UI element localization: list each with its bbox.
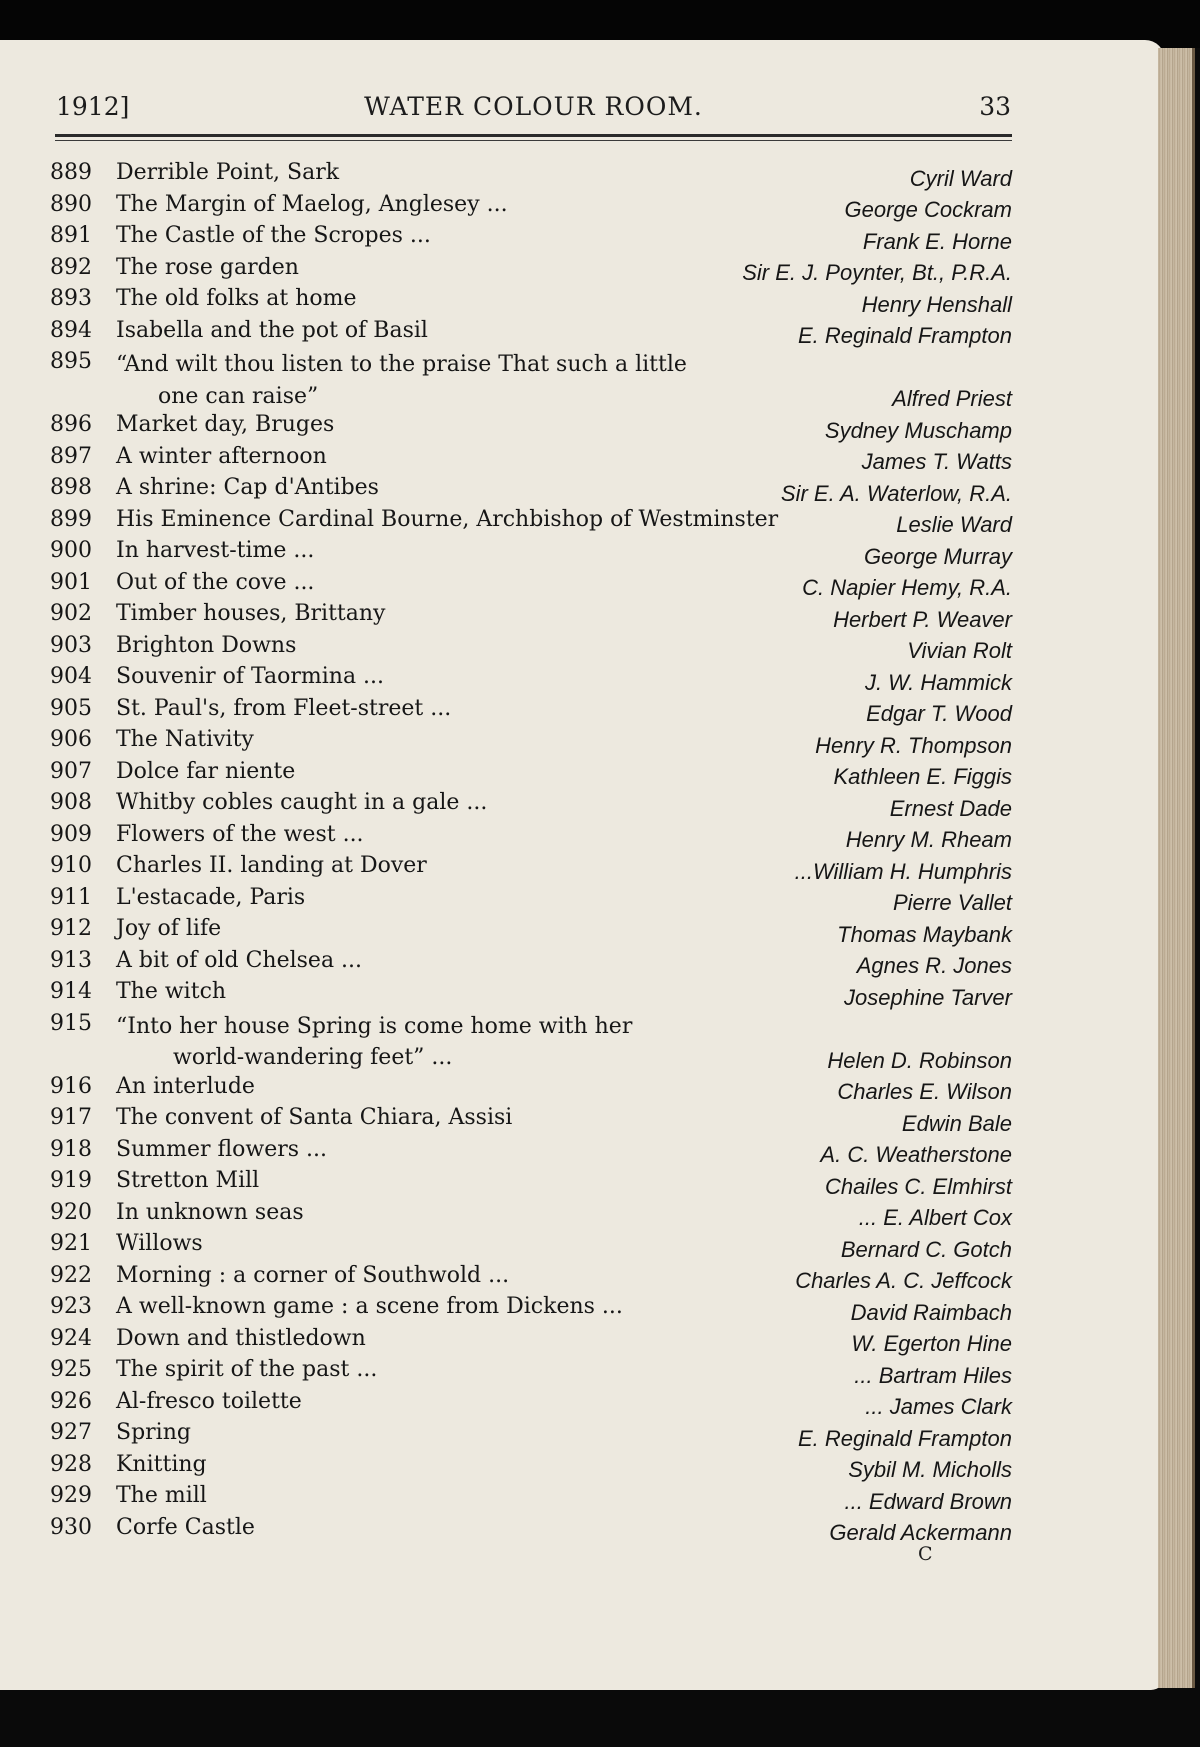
entry-title: Timber houses, Brittany (116, 601, 386, 626)
entry-artist: A. C. Weatherstone (814, 1142, 1012, 1168)
entry-artist: George Cockram (838, 197, 1012, 223)
entry-number: 929 (50, 1483, 92, 1508)
entry-title (116, 1011, 816, 1074)
entry-number: 922 (50, 1262, 92, 1288)
entry-artist: Vivian Rolt (901, 638, 1012, 664)
entry-title (116, 349, 816, 412)
entry-title: Morning : a corner of Southwold ... (116, 1262, 510, 1288)
entry-artist: J. W. Hammick (859, 670, 1012, 696)
catalogue-entry (50, 853, 1012, 885)
header-rule-thin (55, 140, 1012, 141)
entry-artist: James T. Watts (856, 449, 1012, 475)
entry-artist: Alfred Priest (886, 386, 1012, 412)
catalogue-entry (50, 318, 1012, 350)
catalogue-entry (50, 223, 1012, 255)
catalogue-entry (50, 1168, 1012, 1200)
running-head-year: 1912] (56, 92, 130, 121)
catalogue-entry (50, 790, 1012, 822)
entry-artist: Gerald Ackermann (823, 1520, 1012, 1546)
entry-artist: Charles E. Wilson (831, 1079, 1012, 1105)
entry-title: Al-fresco toilette (116, 1388, 302, 1414)
catalogue-entry (50, 444, 1012, 476)
entry-artist: Frank E. Horne (857, 229, 1012, 255)
catalogue-entry (50, 633, 1012, 665)
entry-title: Charles II. landing at Dover (116, 853, 427, 878)
catalogue-entry (50, 1011, 1012, 1074)
entry-title: Out of the cove ... (116, 569, 315, 595)
entry-artist: Sydney Muschamp (819, 418, 1012, 444)
entry-artist: Henry Henshall (856, 292, 1012, 318)
catalogue-entry (50, 507, 1012, 539)
entry-artist: Sir E. J. Poynter, Bt., P.R.A. (736, 260, 1012, 286)
entry-title: Derrible Point, Sark (116, 160, 340, 185)
entry-artist: Charles A. C. Jeffcock (789, 1268, 1012, 1294)
catalogue-entry (50, 412, 1012, 444)
entry-number: 895 (50, 349, 92, 374)
entry-number: 894 (50, 317, 92, 343)
page-edges (1158, 48, 1195, 1688)
entry-title: Corfe Castle (116, 1514, 255, 1540)
entry-number: 919 (50, 1168, 92, 1193)
entry-title: Joy of life (116, 916, 222, 941)
entry-number: 901 (50, 569, 92, 595)
entry-artist: Kathleen E. Figgis (827, 764, 1012, 790)
catalogue-list (50, 160, 1012, 1546)
entry-number: 920 (50, 1199, 92, 1225)
entry-title: The old folks at home (116, 286, 357, 311)
entry-artist: Pierre Vallet (887, 890, 1012, 916)
entry-title: St. Paul's, from Fleet-street ... (116, 695, 452, 721)
entry-artist: Agnes R. Jones (851, 953, 1012, 979)
entry-artist: ... Bartram Hiles (848, 1363, 1012, 1389)
entry-artist: Leslie Ward (890, 512, 1012, 538)
entry-artist: David Raimbach (845, 1300, 1012, 1326)
catalogue-entry (50, 349, 1012, 412)
entry-title: The witch (116, 979, 227, 1004)
entry-title: Brighton Downs (116, 632, 297, 658)
entry-title: Willows (116, 1231, 203, 1256)
entry-number: 917 (50, 1105, 92, 1130)
entry-artist: Sybil M. Micholls (842, 1457, 1012, 1483)
entry-title: The Castle of the Scropes ... (116, 223, 431, 248)
signature-mark: C (918, 1543, 933, 1565)
catalogue-entry (50, 885, 1012, 917)
entry-artist: ... Edward Brown (838, 1489, 1012, 1515)
entry-title: In harvest-time ... (116, 538, 315, 563)
entry-number: 924 (50, 1325, 92, 1351)
catalogue-entry (50, 1452, 1012, 1484)
catalogue-entry (50, 1294, 1012, 1326)
entry-title: In unknown seas (116, 1199, 304, 1225)
entry-number: 921 (50, 1231, 92, 1256)
entry-title: Dolce far niente (116, 758, 296, 784)
entry-number: 918 (50, 1136, 92, 1162)
entry-artist: Herbert P. Weaver (827, 607, 1012, 633)
entry-artist: ...William H. Humphris (789, 859, 1012, 885)
entry-number: 889 (50, 160, 92, 185)
section-title: WATER COLOUR ROOM. (364, 92, 703, 121)
entry-number: 909 (50, 821, 92, 847)
entry-title: Whitby cobles caught in a gale ... (116, 790, 488, 815)
entry-number: 890 (50, 191, 92, 217)
entry-title: The Margin of Maelog, Anglesey ... (116, 191, 508, 217)
entry-title-line: “And wilt thou listen to the praise That such a little (116, 352, 687, 377)
entry-number: 892 (50, 254, 92, 280)
entry-title: A winter afternoon (116, 443, 327, 469)
catalogue-entry (50, 1200, 1012, 1232)
catalogue-entry (50, 1326, 1012, 1358)
catalogue-entry (50, 822, 1012, 854)
entry-number: 907 (50, 758, 92, 784)
entry-number: 910 (50, 853, 92, 878)
entry-number: 908 (50, 790, 92, 815)
entry-number: 926 (50, 1388, 92, 1414)
catalogue-entry (50, 759, 1012, 791)
entry-number: 928 (50, 1451, 92, 1477)
entry-artist: W. Egerton Hine (845, 1331, 1012, 1357)
entry-title: Summer flowers ... (116, 1136, 328, 1162)
catalogue-entry (50, 664, 1012, 696)
catalogue-entry (50, 979, 1012, 1011)
entry-artist: Josephine Tarver (838, 985, 1012, 1011)
entry-title-continuation: world-wandering feet” ... (173, 1045, 453, 1070)
entry-number: 891 (50, 223, 92, 248)
entry-title: Market day, Bruges (116, 412, 335, 437)
entry-number: 896 (50, 412, 92, 437)
entry-title: Stretton Mill (116, 1168, 260, 1193)
entry-number: 898 (50, 475, 92, 500)
entry-number: 900 (50, 538, 92, 563)
catalogue-entry (50, 475, 1012, 507)
book-bottom-shadow (0, 1690, 1200, 1747)
entry-title-continuation: one can raise” (158, 383, 319, 409)
entry-number: 899 (50, 506, 92, 532)
entry-title: The Nativity (116, 727, 254, 752)
entry-artist: C. Napier Hemy, R.A. (796, 575, 1012, 601)
catalogue-entry (50, 1357, 1012, 1389)
entry-artist: Chailes C. Elmhirst (819, 1174, 1012, 1200)
entry-number: 914 (50, 979, 92, 1004)
catalogue-entry (50, 1389, 1012, 1421)
entry-artist: George Murray (858, 544, 1012, 570)
entry-artist: Helen D. Robinson (821, 1048, 1012, 1074)
entry-title: A shrine: Cap d'Antibes (116, 475, 379, 500)
entry-title: An interlude (116, 1073, 255, 1099)
catalogue-entry (50, 1263, 1012, 1295)
entry-number: 916 (50, 1073, 92, 1099)
catalogue-entry (50, 1105, 1012, 1137)
entry-artist: Thomas Maybank (831, 922, 1012, 948)
entry-artist: E. Reginald Frampton (792, 323, 1012, 349)
entry-artist: Edwin Bale (896, 1111, 1012, 1137)
entry-number: 930 (50, 1514, 92, 1540)
catalogue-entry (50, 1515, 1012, 1547)
entry-title: The rose garden (116, 254, 299, 280)
entry-number: 913 (50, 947, 92, 973)
catalogue-entry (50, 916, 1012, 948)
entry-artist: Cyril Ward (904, 166, 1012, 192)
entry-number: 897 (50, 443, 92, 469)
entry-title: Knitting (116, 1451, 207, 1477)
catalogue-entry (50, 1231, 1012, 1263)
entry-artist: Sir E. A. Waterlow, R.A. (775, 481, 1012, 507)
entry-number: 911 (50, 884, 92, 910)
entry-title: Down and thistledown (116, 1325, 366, 1351)
catalogue-entry (50, 286, 1012, 318)
entry-number: 893 (50, 286, 92, 311)
entry-number: 925 (50, 1357, 92, 1382)
catalogue-entry (50, 1420, 1012, 1452)
catalogue-entry (50, 538, 1012, 570)
catalogue-entry (50, 1483, 1012, 1515)
entry-number: 903 (50, 632, 92, 658)
entry-artist: Henry R. Thompson (809, 733, 1012, 759)
entry-title: The spirit of the past ... (116, 1357, 378, 1382)
catalogue-entry (50, 1074, 1012, 1106)
entry-title: The convent of Santa Chiara, Assisi (116, 1105, 513, 1130)
catalogue-entry (50, 192, 1012, 224)
catalogue-entry (50, 1137, 1012, 1169)
page-number: 33 (979, 92, 1011, 121)
entry-title: Flowers of the west ... (116, 821, 364, 847)
entry-title: The mill (116, 1483, 207, 1508)
entry-number: 927 (50, 1420, 92, 1445)
running-head (56, 92, 1011, 128)
catalogue-entry (50, 160, 1012, 192)
catalogue-entry (50, 727, 1012, 759)
catalogue-entry (50, 570, 1012, 602)
entry-number: 902 (50, 601, 92, 626)
entry-title: Spring (116, 1420, 191, 1445)
entry-title: Isabella and the pot of Basil (116, 317, 428, 343)
entry-artist: ... E. Albert Cox (853, 1205, 1012, 1231)
entry-artist: Edgar T. Wood (860, 701, 1012, 727)
catalogue-entry (50, 255, 1012, 287)
header-rule-thick (55, 134, 1012, 137)
catalogue-entry (50, 948, 1012, 980)
entry-number: 905 (50, 695, 92, 721)
entry-artist: Bernard C. Gotch (835, 1237, 1012, 1263)
entry-title: A well-known game : a scene from Dickens ... (116, 1294, 623, 1319)
entry-artist: Ernest Dade (884, 796, 1012, 822)
entry-title: A bit of old Chelsea ... (116, 947, 363, 973)
entry-number: 904 (50, 664, 92, 689)
entry-number: 915 (50, 1010, 92, 1036)
entry-title: Souvenir of Taormina ... (116, 664, 385, 689)
entry-number: 912 (50, 916, 92, 941)
entry-title: His Eminence Cardinal Bourne, Archbishop of Westminster (116, 506, 779, 532)
entry-artist: ... James Clark (859, 1394, 1012, 1420)
entry-title: L'estacade, Paris (116, 884, 306, 910)
entry-artist: E. Reginald Frampton (792, 1426, 1012, 1452)
entry-number: 906 (50, 727, 92, 752)
entry-number: 923 (50, 1294, 92, 1319)
catalogue-entry (50, 601, 1012, 633)
catalogue-entry (50, 696, 1012, 728)
entry-artist: Henry M. Rheam (840, 827, 1012, 853)
entry-title-line: “Into her house Spring is come home with her (116, 1013, 633, 1039)
